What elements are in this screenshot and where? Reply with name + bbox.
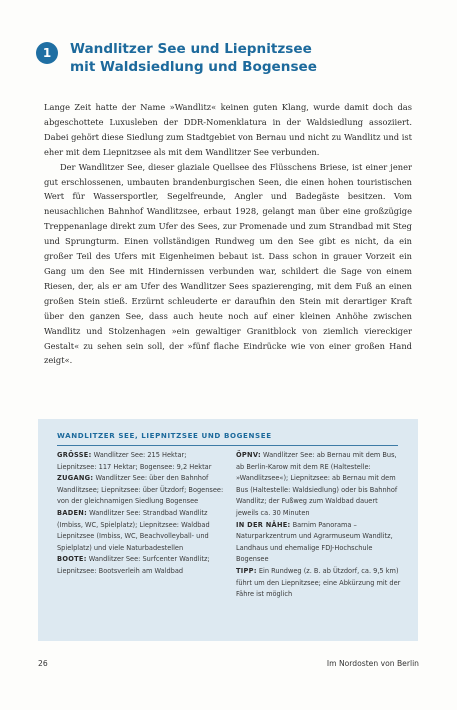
info-box-left-column xyxy=(57,450,227,578)
info-entry-text: Wandlitzer See: Surfcenter Wandlitz; Liepnitzsee: Bootsverleih am Waldbad xyxy=(57,555,210,575)
info-entry-baden xyxy=(57,508,227,554)
info-box-title: WANDLITZER SEE, LIEPNITZSEE UND BOGENSEE xyxy=(57,431,272,440)
info-box-divider xyxy=(57,445,398,446)
page-number: 26 xyxy=(38,659,48,668)
chapter-title-line-1: Wandlitzer See und Liepnitzsee xyxy=(70,41,312,57)
info-entry-label: BADEN: xyxy=(57,508,88,517)
info-entry-label: GRÖSSE: xyxy=(57,451,92,459)
info-entry-text: Wandlitzer See: Strandbad Wandlitz (Imbiss, WC, Spielplatz); Liepnitzsee: Waldbad Liepnitzsee (Imbiss, WC, Beachvolleyball- und Spielplatz) und viele Naturbadestellen xyxy=(57,508,210,552)
chapter-number-badge: 1 xyxy=(36,42,58,64)
info-entry-boote xyxy=(57,554,227,577)
info-entry-tipp xyxy=(236,566,402,601)
paragraph-1: Lange Zeit hatte der Name »Wandlitz« keinen guten Klang, wurde damit doch das abgeschottete Luxusleben der DDR-Nomenklatura in der Waldsiedlung assoziiert. Dabei gehört diese Siedlung zum Stadtgebiet von Bernau und nicht zu Wandlitz und ist eher mit dem Liepnitzsee als mit dem Wandlitzer See verbunden. xyxy=(44,102,412,157)
chapter-title xyxy=(70,40,426,76)
body-text xyxy=(44,100,412,368)
info-entry-label: ZUGANG: xyxy=(57,474,94,483)
info-box xyxy=(38,419,418,641)
running-title: Im Nordosten von Berlin xyxy=(326,659,419,668)
info-entry-text: Wandlitzer See: 215 Hektar; Liepnitzsee: 117 Hektar; Bogensee: 9,2 Hektar xyxy=(57,451,212,471)
info-entry-groesse xyxy=(57,450,227,473)
info-entry-in-der-naehe xyxy=(236,520,402,566)
info-entry-oepnv xyxy=(236,450,402,520)
chapter-heading xyxy=(36,40,426,76)
info-entry-zugang xyxy=(57,473,227,508)
info-entry-label: IN DER NÄHE: xyxy=(236,520,291,529)
chapter-title-line-2: mit Waldsiedlung und Bogensee xyxy=(70,59,317,75)
info-entry-label: TIPP: xyxy=(236,566,257,575)
info-entry-text: Wandlitzer See: über den Bahnhof Wandlitzsee; Liepnitzsee: über Ützdorf; Bogensee: von der gleichnamigen Siedlung Bogensee xyxy=(57,474,224,506)
info-entry-label: ÖPNV: xyxy=(236,451,261,459)
info-entry-text: Wandlitzer See: ab Bernau mit dem Bus, ab Berlin-Karow mit dem RE (Haltestelle: »Wandlitzsee«); Liepnitzsee: ab Bernau mit dem Bus (Haltestelle: Waldsiedlung) oder bis Bahnhof Wandlitz; der Fußweg zum Waldbad dauert jeweils ca. 30 Minuten xyxy=(236,451,398,517)
info-box-right-column xyxy=(236,450,402,601)
paragraph-2: Der Wandlitzer See, dieser glaziale Quellsee des Flüsschens Briese, ist einer jener gut erschlossenen, umbauten brandenburgischen Seen, die einen hohen touristischen Wert für Wassersportler, Segelfreunde, Angler und Badegäste besitzen. Vom neusachlichen Bahnhof Wandlitzsee, erbaut 1928, gelangt man über eine großzügige Treppenanlage direkt zum Ufer des Sees, zur Promenade und zum Strandbad mit Steg und Sprungturm. Einen vollständigen Rundweg um den See gibt es nicht, da ein großer Teil des Ufers mit Eigenheimen bebaut ist. Dass schon in grauer Vorzeit ein Gang um den See mit Hindernissen verbunden war, schildert die Sage von einem Riesen, der, als er am Ufer des Wandlitzer Sees spazierenging, mit dem Fuß an einen großen Stein stieß. Erzürnt schleuderte er daraufhin den Stein mit derartiger Kraft über den ganzen See, dass auch heute noch auf einer kleinen Anhöhe zwischen Wandlitz und Stolzenhagen »ein gewaltiger Granitblock von ziemlich viereckiger Gestalt« zu sehen sein soll, der »fünf flache Eindrücke wie von einer großen Hand zeigt«. xyxy=(44,161,412,366)
info-entry-text: Ein Rundweg (z. B. ab Ützdorf, ca. 9,5 km) führt um den Liepnitzsee; eine Abkürzung mit der Fähre ist möglich xyxy=(236,566,401,599)
info-entry-label: BOOTE: xyxy=(57,555,87,564)
info-entry-text: Barnim Panorama – Naturparkzentrum und Agrarmuseum Wandlitz, Landhaus und ehemalige FDJ-Hochschule Bogensee xyxy=(236,520,393,564)
